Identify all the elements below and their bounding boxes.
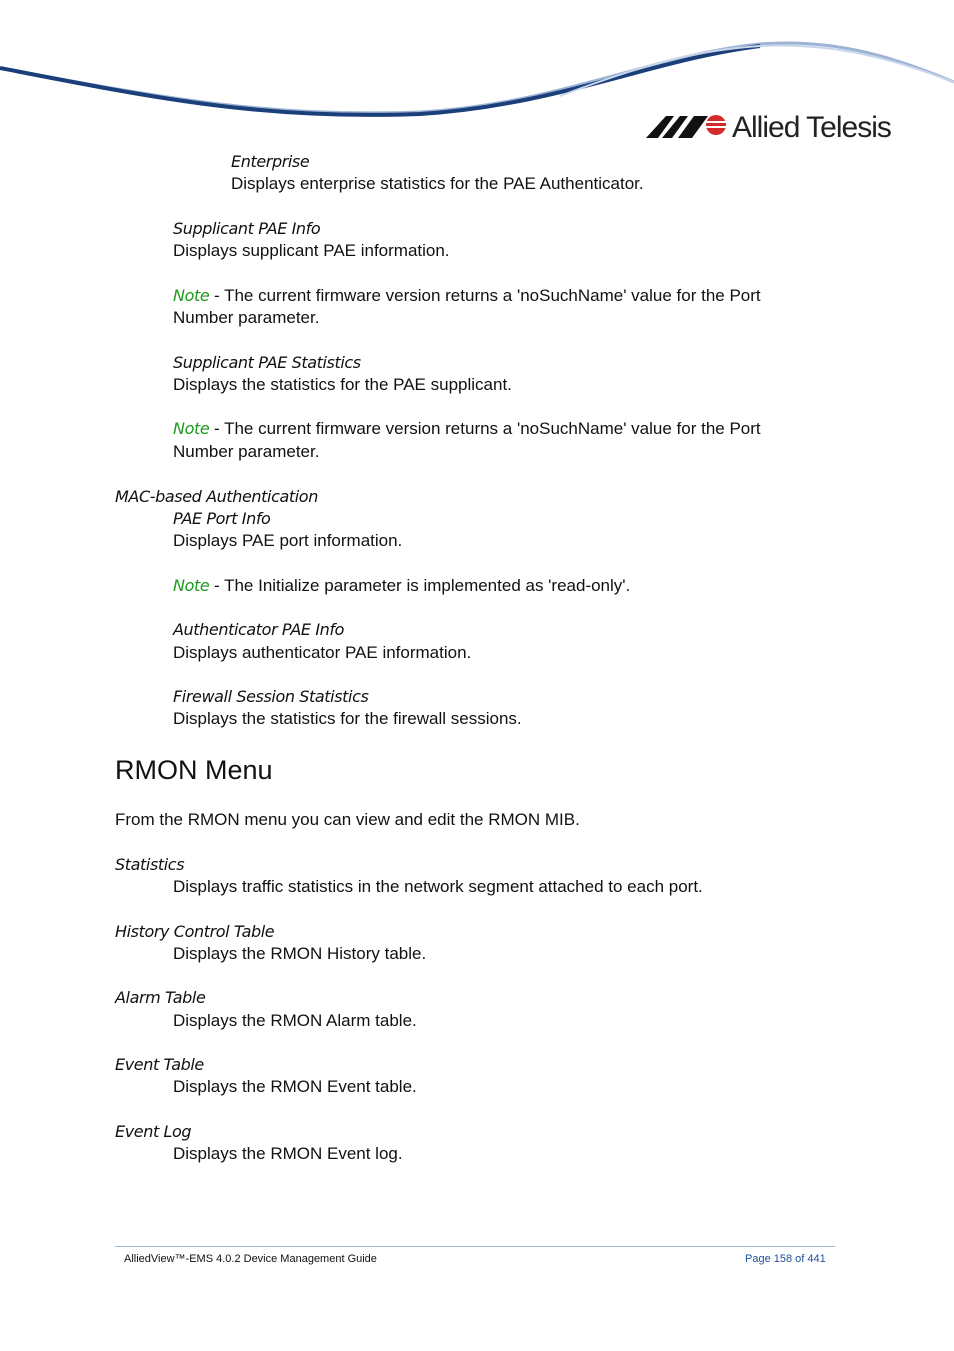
note-text: - The current firmware version returns a 'noSuchName' value for the Port <box>209 286 761 305</box>
rmon-item-title: Event Table <box>115 1055 204 1074</box>
rmon-item-title: Alarm Table <box>115 988 206 1007</box>
enterprise-title: Enterprise <box>231 152 310 171</box>
supplicant-pae-stats-title: Supplicant PAE Statistics <box>173 353 361 372</box>
authenticator-pae-info-title: Authenticator PAE Info <box>173 620 345 639</box>
mac-auth-title: MAC-based Authentication <box>115 487 318 506</box>
footer-page-number: Page 158 of 441 <box>745 1253 826 1265</box>
pae-port-info-title: PAE Port Info <box>173 509 271 528</box>
rmon-heading: RMON Menu <box>115 755 273 785</box>
note-3 <box>173 575 630 597</box>
logo-text: Allied Telesis <box>732 111 891 144</box>
rmon-item-title: Statistics <box>115 855 185 874</box>
note-2 <box>173 418 761 440</box>
rmon-item-desc: Displays the RMON Event table. <box>173 1077 417 1096</box>
logo-mark-icon <box>644 108 730 148</box>
rmon-item-desc: Displays the RMON History table. <box>173 944 427 963</box>
footer-doc-title: AlliedView™-EMS 4.0.2 Device Management Guide <box>124 1253 377 1265</box>
authenticator-pae-info-desc: Displays authenticator PAE information. <box>173 643 472 662</box>
rmon-item-desc: Displays the RMON Alarm table. <box>173 1011 417 1030</box>
footer-divider <box>115 1246 835 1247</box>
rmon-item-title: Event Log <box>115 1122 192 1141</box>
enterprise-desc: Displays enterprise statistics for the PAE Authenticator. <box>231 174 644 193</box>
supplicant-pae-info-title: Supplicant PAE Info <box>173 219 321 238</box>
note-label: Note <box>173 419 210 438</box>
note-2-cont: Number parameter. <box>173 442 320 461</box>
rmon-item-desc: Displays the RMON Event log. <box>173 1144 403 1163</box>
note-1-cont: Number parameter. <box>173 308 320 327</box>
pae-port-info-desc: Displays PAE port information. <box>173 531 403 550</box>
allied-telesis-logo <box>644 108 904 148</box>
rmon-intro: From the RMON menu you can view and edit the RMON MIB. <box>115 810 580 829</box>
supplicant-pae-stats-desc: Displays the statistics for the PAE supplicant. <box>173 375 512 394</box>
rmon-item-desc: Displays traffic statistics in the network segment attached to each port. <box>173 877 703 896</box>
supplicant-pae-info-desc: Displays supplicant PAE information. <box>173 241 450 260</box>
note-1 <box>173 285 761 307</box>
note-text: - The current firmware version returns a 'noSuchName' value for the Port <box>209 419 761 438</box>
rmon-item-title: History Control Table <box>115 922 275 941</box>
note-text: - The Initialize parameter is implemented as 'read-only'. <box>209 576 631 595</box>
firewall-session-stats-desc: Displays the statistics for the firewall sessions. <box>173 709 522 728</box>
firewall-session-stats-title: Firewall Session Statistics <box>173 687 369 706</box>
note-label: Note <box>173 286 210 305</box>
note-label: Note <box>173 576 210 595</box>
